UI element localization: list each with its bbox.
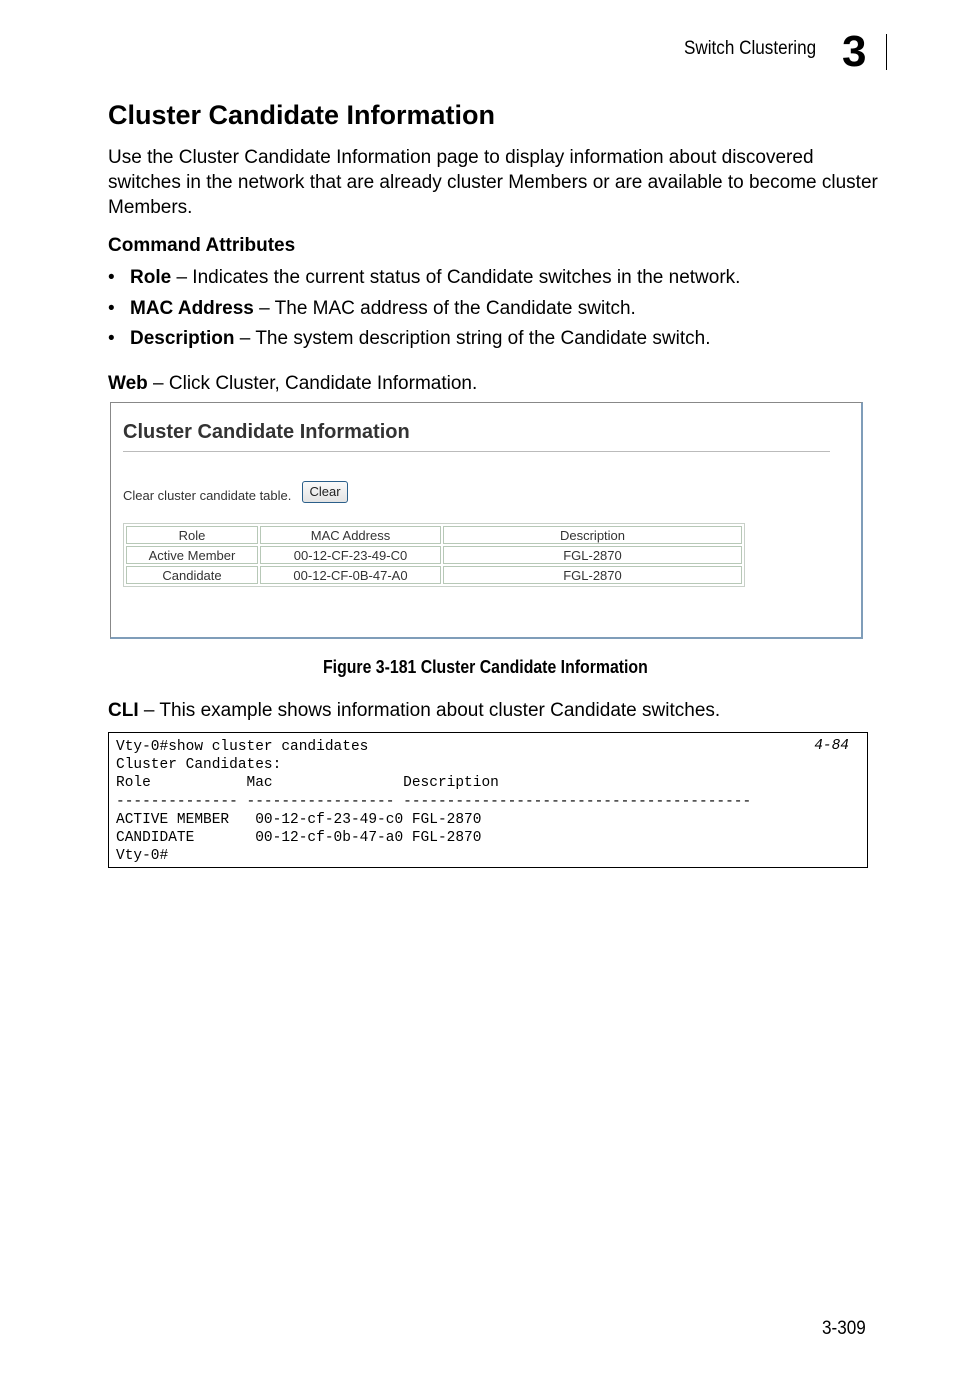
clear-button[interactable]: Clear: [302, 481, 348, 503]
code-lines: Vty-0#show cluster candidates Cluster Candidates: Role Mac Description -------------- ----------------- ---------------------------------------- ACTIVE MEMBER 00-12-cf-23-49-c0 FGL-2870 CANDIDATE 00-12-cf-0b-47-a0 FGL-2870 Vty-0#: [116, 739, 752, 865]
cell-role: Candidate: [126, 566, 258, 584]
attribute-desc: – The system description string of the Candidate switch.: [234, 328, 711, 349]
table-row: [126, 546, 742, 564]
attributes-heading: Command Attributes: [108, 235, 296, 256]
cli-text: – This example shows information about cluster Candidate switches.: [138, 700, 721, 721]
cell-mac: 00-12-CF-0B-47-A0: [260, 566, 441, 584]
intro-paragraph: Use the Cluster Candidate Information page to display information about discovered switches in the network that are already cluster Members or are available to become cluster Members.: [108, 147, 878, 218]
command-reference: 4-84: [814, 738, 849, 754]
attribute-term: Role: [130, 267, 172, 288]
cell-role: Active Member: [126, 546, 258, 564]
running-header: Switch Clustering: [684, 38, 817, 59]
web-instruction: [108, 373, 477, 395]
clear-label: Clear cluster candidate table.: [123, 488, 292, 503]
column-header-description: Description: [443, 526, 742, 544]
cell-description: FGL-2870: [443, 546, 742, 564]
column-header-role: Role: [126, 526, 258, 544]
column-header-mac: MAC Address: [260, 526, 441, 544]
title-divider: [123, 451, 830, 452]
screenshot-panel: [110, 402, 863, 639]
table-row: [126, 566, 742, 584]
candidate-table: [123, 523, 745, 587]
page-number: 3-309: [822, 1318, 866, 1339]
attributes-list: [108, 265, 740, 357]
web-label: Web: [108, 373, 148, 394]
attribute-desc: – The MAC address of the Candidate switch.: [253, 297, 636, 319]
attribute-desc: – Indicates the current status of Candidate switches in the network.: [171, 267, 741, 288]
chapter-number: 3: [842, 27, 865, 76]
cli-instruction: [108, 700, 720, 722]
attribute-term: Description: [130, 328, 235, 349]
chapter-divider: [886, 34, 887, 70]
panel-title: Cluster Candidate Information: [123, 421, 410, 443]
code-block: [108, 732, 868, 868]
web-text: – Click Cluster, Candidate Information.: [147, 373, 478, 394]
table-header-row: [126, 526, 742, 544]
attribute-term: MAC Address: [130, 297, 254, 319]
cell-description: FGL-2870: [443, 566, 742, 584]
cell-mac: 00-12-CF-23-49-C0: [260, 546, 441, 564]
cli-label: CLI: [108, 700, 139, 721]
list-item: • Description – The system description string of the Candidate switch.: [108, 328, 711, 349]
list-item: • Role – Indicates the current status of Candidate switches in the network.: [108, 267, 741, 288]
figure-caption: Figure 3-181 Cluster Candidate Information: [323, 657, 648, 677]
section-title: Cluster Candidate Information: [108, 100, 496, 130]
list-item: • MAC Address – The MAC address of the Candidate switch.: [108, 297, 636, 319]
